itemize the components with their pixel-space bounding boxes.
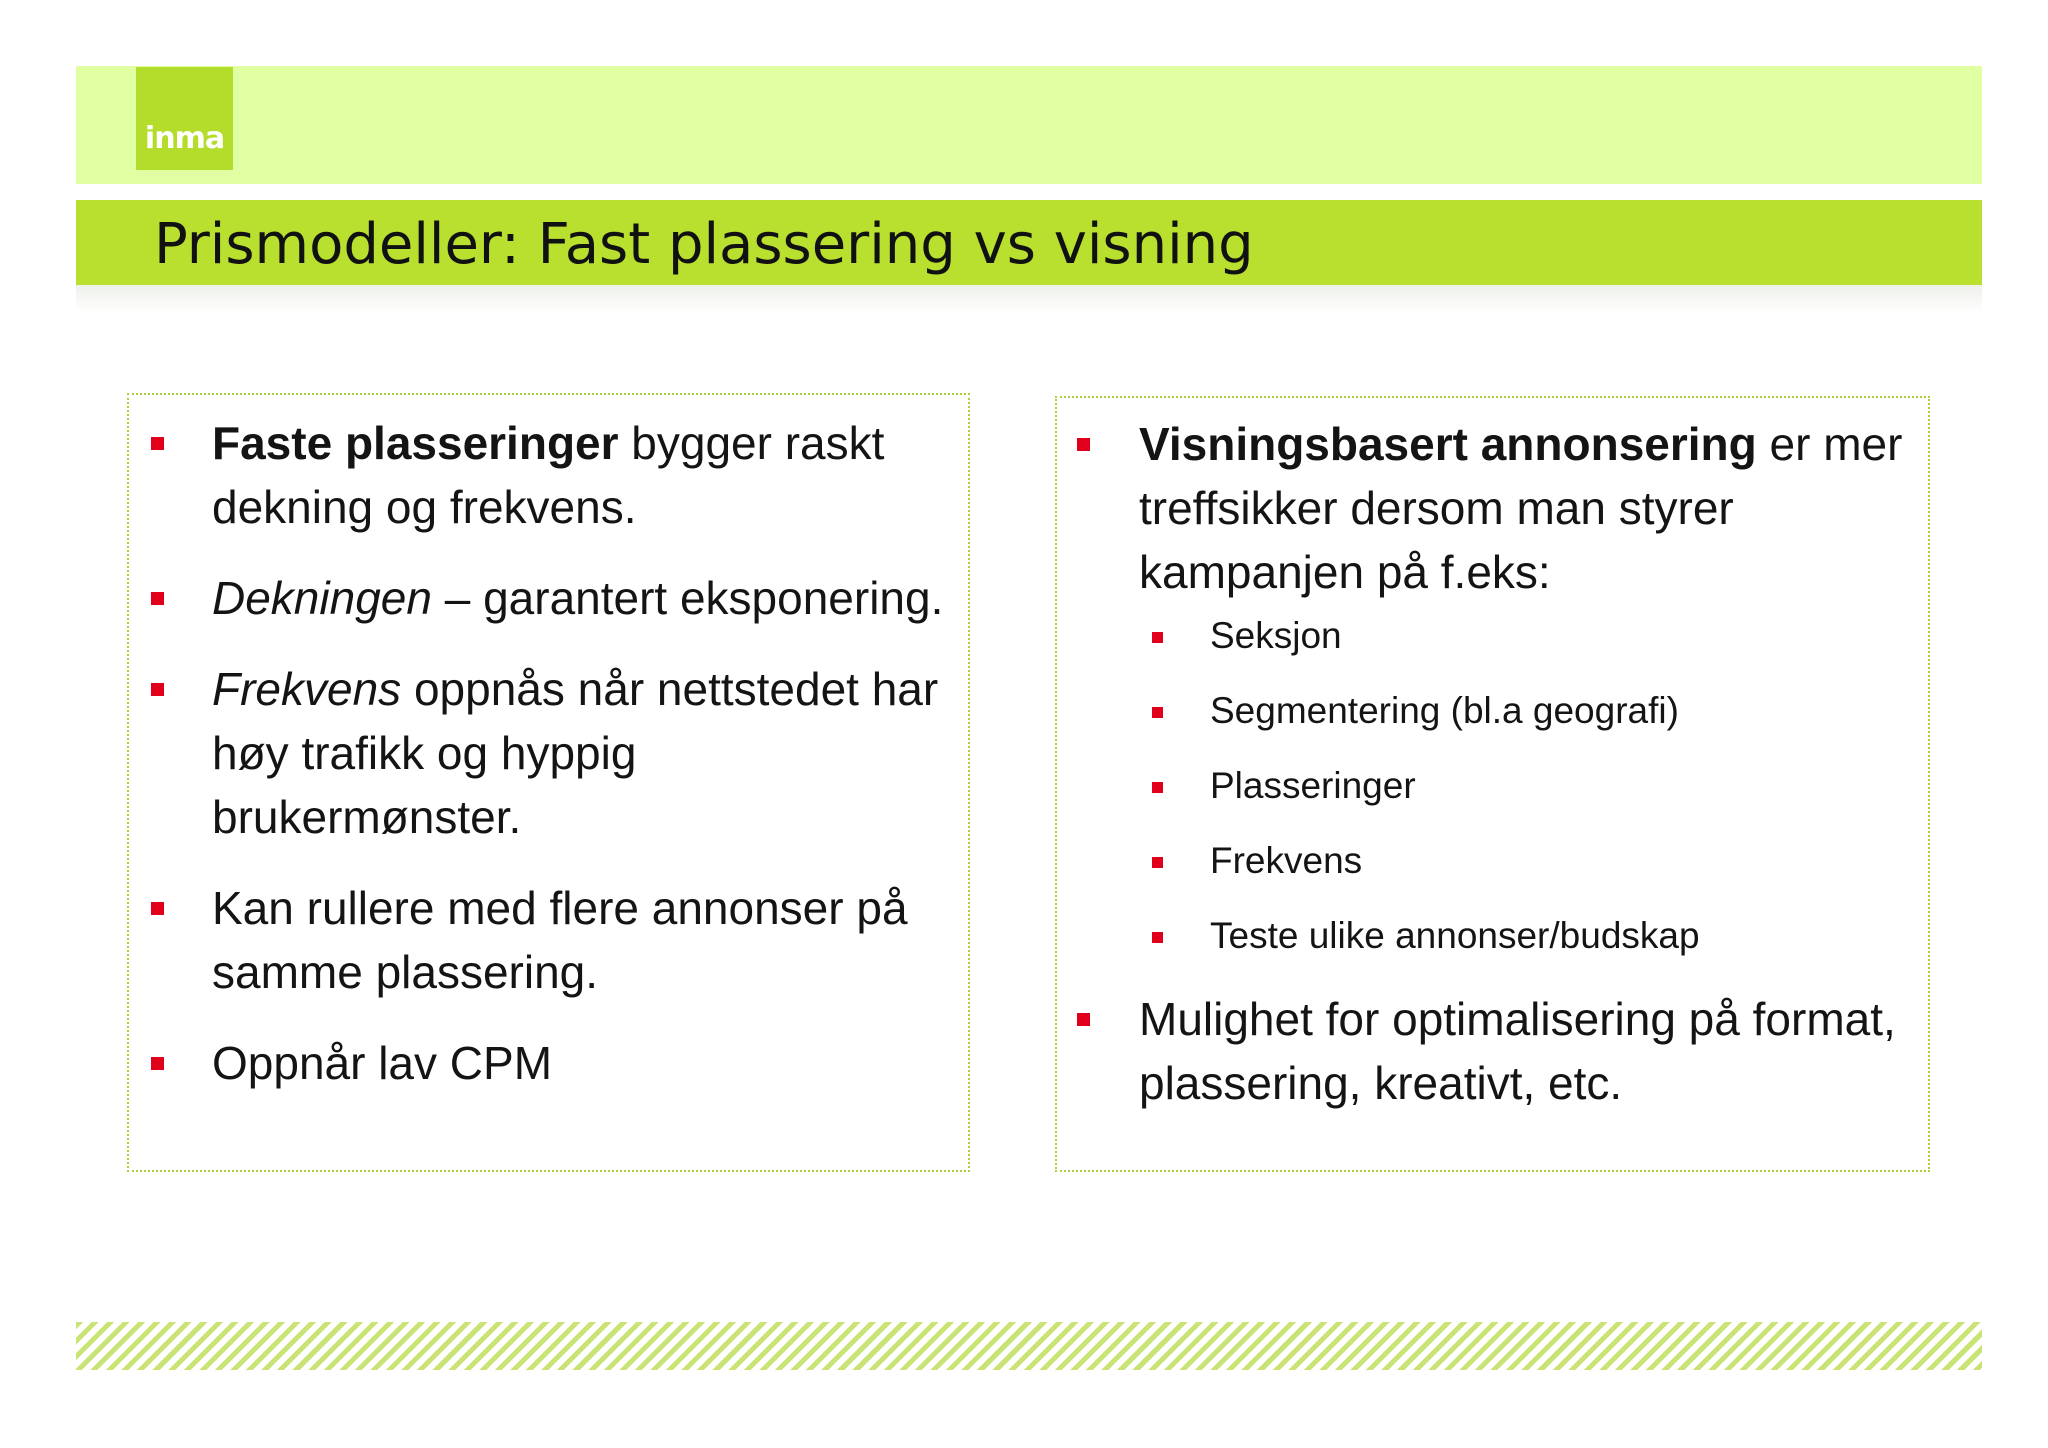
- sub-bullet-marker-icon: [1152, 707, 1163, 718]
- sub-bullet-marker-icon: [1152, 932, 1163, 943]
- left-bullet-item: [129, 566, 958, 630]
- sub-bullet-item: [1057, 612, 1908, 660]
- sub-bullet-text: Teste ulike annonser/budskap: [1210, 915, 1700, 956]
- bullet-marker-icon: [151, 902, 164, 915]
- sub-bullet-marker-icon: [1152, 782, 1163, 793]
- header-band: [76, 66, 1982, 184]
- sub-bullet-text: Frekvens: [1210, 840, 1363, 881]
- bullet-italic: Dekningen: [212, 572, 432, 624]
- bullet-text: Mulighet for optimalisering på format, plassering, kreativt, etc.: [1139, 993, 1896, 1109]
- right-bullet-item: [1057, 987, 1908, 1115]
- bullet-text: Oppnår lav CPM: [212, 1037, 553, 1089]
- sub-bullet-marker-icon: [1152, 632, 1163, 643]
- bullet-italic: Frekvens: [212, 663, 402, 715]
- logo-text: inma: [144, 121, 225, 156]
- bullet-text: oppnås når nettstedet har høy trafikk og hyppig brukermønster.: [212, 663, 939, 843]
- left-bullet-item: [129, 411, 958, 539]
- bullet-text: bygger raskt dekning og frekvens.: [212, 417, 885, 533]
- bullet-bold: Faste plasseringer: [212, 417, 619, 469]
- right-bullet-list: [1057, 398, 1928, 1115]
- sub-bullet-item: [1057, 912, 1908, 960]
- left-bullet-item: [129, 1031, 958, 1095]
- right-panel: [1055, 396, 1930, 1172]
- sub-bullet-text: Plasseringer: [1210, 765, 1416, 806]
- sub-bullet-marker-icon: [1152, 857, 1163, 868]
- right-bullet-item: [1057, 412, 1908, 960]
- slide-title: Prismodeller: Fast plassering vs visning: [154, 212, 1254, 277]
- left-bullet-item: [129, 657, 958, 849]
- bullet-text: – garantert eksponering.: [431, 572, 944, 624]
- bullet-marker-icon: [151, 437, 164, 450]
- sub-bullet-item: [1057, 762, 1908, 810]
- bullet-marker-icon: [151, 1057, 164, 1070]
- sub-bullet-text: Seksjon: [1210, 615, 1342, 656]
- title-shadow: [76, 285, 1982, 313]
- footer-stripes: [76, 1322, 1982, 1370]
- sub-bullet-text: Segmentering (bl.a geografi): [1210, 690, 1679, 731]
- sub-bullet-list: [1139, 612, 1908, 960]
- bullet-bold: Visningsbasert annonsering: [1139, 418, 1757, 470]
- title-bar: [76, 200, 1982, 285]
- left-bullet-list: [129, 395, 968, 1095]
- bullet-marker-icon: [1077, 1013, 1090, 1026]
- left-panel: [127, 393, 970, 1172]
- inma-logo: [136, 67, 233, 170]
- bullet-text: er mer treffsikker dersom man styrer kampanjen på f.eks:: [1139, 418, 1903, 598]
- bullet-marker-icon: [151, 592, 164, 605]
- bullet-text: Kan rullere med flere annonser på samme plassering.: [212, 882, 908, 998]
- sub-bullet-item: [1057, 687, 1908, 735]
- bullet-marker-icon: [151, 683, 164, 696]
- left-bullet-item: [129, 876, 958, 1004]
- bullet-marker-icon: [1077, 438, 1090, 451]
- sub-bullet-item: [1057, 837, 1908, 885]
